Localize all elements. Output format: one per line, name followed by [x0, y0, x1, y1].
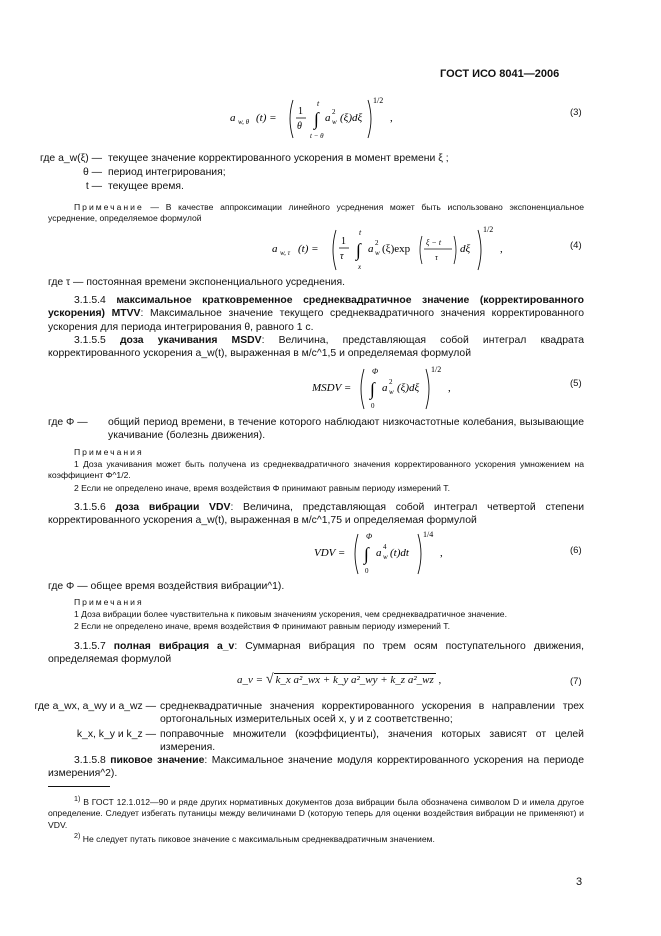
eq6-number: (6) — [570, 545, 582, 556]
footnote-2-mark: 2) — [74, 832, 81, 840]
note-1-text: — В качестве аппроксимации линейного усреднения может быть использовано экспоненциальное усреднение, определяемое формулой — [48, 202, 584, 224]
eq4-lhs: a — [272, 243, 278, 255]
equation-3 — [230, 94, 430, 144]
eq5-right-paren — [426, 369, 429, 409]
eq4-right-paren — [478, 230, 481, 270]
eq4-lower: x — [358, 263, 362, 271]
eq4-exp: 1/2 — [483, 225, 494, 234]
s3158-term: пиковое значение — [110, 755, 205, 766]
eq7-sqrt: √ — [265, 672, 274, 687]
page-number: 3 — [576, 876, 583, 888]
eq4-integral: ∫ — [356, 240, 361, 260]
eq5-lower: 0 — [371, 402, 375, 410]
phi-def2: где Φ — общее время воздействия вибрации^1). — [48, 581, 285, 592]
eq3-left-paren — [290, 100, 293, 138]
notes2-label: Примечания — [74, 447, 144, 457]
eq7-number: (7) — [570, 676, 582, 687]
phi-def1-text: общий период времени, в течение которого наблюдают низкочастотные колебания, вызывающие укачивание (болезнь движения). — [108, 417, 584, 442]
s3154-num: 3.1.5.4 — [74, 295, 106, 306]
eq6-lower: 0 — [365, 567, 369, 575]
notes2-item-1: 1 Доза укачивания может быть получена из среднеквадратичного значения корректированного ускорения умножением на коэффициент Φ^1/2. — [48, 459, 584, 481]
eq3-a-sub: w — [332, 118, 337, 126]
eq3-integral: ∫ — [314, 109, 319, 129]
eq5-integrand: (ξ)dξ — [397, 382, 420, 394]
eq4-upper: t — [359, 228, 362, 237]
standard-header: ГОСТ ИСО 8041—2006 — [440, 68, 560, 80]
notes3-item-1: 1 Доза вибрации более чувствительна к пиковым значениям ускорения, чем среднеквадратичное значение. — [74, 609, 507, 619]
eq4-a-sup: 2 — [375, 239, 379, 247]
eq4-a-sub: w — [375, 249, 380, 257]
eq6-a: a — [376, 547, 382, 559]
section-3158 — [48, 754, 584, 781]
eq4-left-paren — [333, 230, 336, 270]
eq4-frac-top: ξ − t — [426, 238, 442, 247]
s3158-text: : Максимальное значение модуля корректированного ускорения на периоде измерения^2). — [48, 755, 584, 780]
phi-def1-sym: где Φ — — [48, 417, 88, 428]
s3157-num: 3.1.5.7 — [74, 641, 106, 652]
s3155-num: 3.1.5.5 — [74, 335, 106, 346]
def3-text-1: текущее значение корректированного ускорения в момент времени ξ ; — [108, 153, 449, 164]
def7-text-2: поправочные множители (коэффициенты), значения которых зависят от целей измерения. — [160, 729, 584, 754]
eq5-left-paren — [361, 369, 364, 409]
eq6-integrand: (t)dt — [390, 547, 409, 559]
def7-sym-1: где a_wx, a_wy и a_wz — — [34, 701, 156, 712]
eq6-lhs: VDV = — [314, 547, 346, 559]
eq6-a-sub: w — [383, 553, 388, 561]
eq4-one: 1 — [341, 236, 346, 247]
eq4-frac-bot: τ — [435, 253, 438, 262]
eq3-a: a — [325, 112, 331, 124]
def3-sym-3: t — — [85, 181, 102, 192]
eq3-exp: 1/2 — [373, 96, 384, 105]
footnote-1-mark: 1) — [74, 795, 81, 803]
s3154-text: : Максимальное значение текущего среднеквадратичного значения корректированного ускорения для периода интегрирования θ, равного 1 с. — [48, 308, 584, 333]
eq6-a-sup: 4 — [383, 543, 387, 551]
eq3-lower: t − θ — [310, 132, 324, 140]
s3155-term: доза укачивания MSDV — [119, 335, 262, 346]
eq4-lhs-sub: w, τ — [280, 249, 291, 257]
section-3156 — [48, 501, 584, 528]
def3-sym-1: где a_w(ξ) — — [40, 153, 102, 164]
s3155-text: : Величина, представляющая собой интеграл квадрата корректированного ускорения a_w(t), выраженная в м/с^1,5 и определяемая формулой — [48, 335, 584, 360]
eq3-lhs: a — [230, 112, 236, 124]
eq7-tail: , — [438, 674, 442, 686]
equation-5 — [312, 363, 512, 415]
footnote-rule — [48, 786, 110, 787]
eq3-lhs-arg: (t) = — [256, 112, 277, 124]
eq5-integral: ∫ — [370, 379, 375, 399]
eq3-integrand: (ξ)dξ — [340, 112, 363, 124]
footnote-1-text: В ГОСТ 12.1.012—90 и ряде других нормативных документов доза вибрации была обозначена символом D и имела другое определение. Следует избегать путаницы между величинами D (которую теперь для оценки воздействия вибрации не применяют) и VDV. — [48, 796, 584, 830]
eq4-dxi: dξ — [460, 243, 471, 255]
section-3155 — [48, 334, 584, 361]
eq5-a-sup: 2 — [389, 378, 393, 386]
footnote-2 — [74, 831, 584, 845]
s3156-text: : Величина, представляющая собой интеграл четвертой степени корректированного ускорения a_w(t), выраженная в м/с^1,75 и определяемая формулой — [48, 502, 585, 527]
eq6-tail: , — [440, 547, 443, 559]
def3-sym-2: θ — — [82, 167, 102, 178]
eq6-upper: Φ — [366, 532, 373, 541]
eq5-tail: , — [448, 382, 451, 394]
notes3-item-2: 2 Если не определено иначе, время воздействия Φ принимают равным периоду измерений T. — [74, 621, 450, 631]
section-3157 — [48, 640, 584, 667]
eq7-body: k_x a²_wx + k_y a²_wy + k_z a²_wz — [275, 674, 434, 686]
s3154-term: максимальное кратковременное среднеквадратичное значение (корректированного ускорения) MTVV — [48, 295, 584, 320]
eq5-lhs: MSDV = — [312, 382, 352, 394]
s3158-num: 3.1.5.8 — [74, 755, 106, 766]
eq4-inner-right-paren — [454, 236, 456, 264]
note-1-label: Примечание — [74, 202, 144, 212]
footnote-1 — [48, 794, 584, 831]
eq5-a: a — [382, 382, 388, 394]
footnote-2-text: Не следует путать пиковое значение с максимальным среднеквадратичным значением. — [82, 833, 435, 844]
eq3-right-paren — [368, 100, 371, 138]
def7-text-1: среднеквадратичные значения корректированного ускорения в направлении трех ортогональных измерительных осей x, y и z соответственно; — [160, 701, 584, 726]
notes3-label: Примечания — [74, 597, 144, 607]
eq3-lhs-sub: w, θ — [238, 118, 250, 126]
eq5-upper: Φ — [372, 367, 379, 376]
notes2-item-2: 2 Если не определено иначе, время воздействия Φ принимают равным периоду измерений T. — [74, 483, 450, 493]
eq4-number: (4) — [570, 240, 582, 251]
equation-7 — [237, 672, 441, 688]
eq4-inner-left-paren — [420, 236, 422, 264]
eq6-integral: ∫ — [364, 544, 369, 564]
eq5-a-sub: w — [389, 388, 394, 396]
eq6-right-paren — [418, 534, 421, 574]
s3156-term: доза вибрации VDV — [115, 502, 231, 513]
eq4-tail: , — [500, 243, 503, 255]
def7-sym-2: k_x, k_y и k_z — — [76, 729, 156, 740]
eq4-denom: τ — [340, 251, 344, 262]
def3-text-3: текущее время. — [108, 181, 184, 192]
eq4-a: a — [368, 243, 374, 255]
eq6-exp: 1/4 — [423, 530, 434, 539]
equation-6 — [314, 528, 514, 580]
eq3-a-sup: 2 — [332, 108, 336, 116]
eq3-denom: θ — [297, 121, 302, 132]
s3156-num: 3.1.5.6 — [74, 502, 106, 513]
eq3-one: 1 — [298, 106, 303, 117]
eq3-upper: t — [317, 99, 320, 108]
note-1 — [48, 202, 584, 225]
eq6-left-paren — [355, 534, 358, 574]
tau-definition: где τ — постоянная времени экспоненциального усреднения. — [48, 277, 345, 288]
s3157-text: : Суммарная вибрация по трем осям поступательного движения, определяемая формулой — [48, 641, 584, 666]
eq3-number: (3) — [570, 107, 582, 118]
eq5-exp: 1/2 — [431, 365, 442, 374]
equation-4 — [272, 224, 572, 276]
section-3154 — [48, 294, 584, 334]
s3157-term: полная вибрация a_v — [113, 641, 235, 652]
eq3-tail: , — [390, 112, 393, 124]
eq4-mid: (ξ)exp — [382, 243, 411, 255]
def3-text-2: период интегрирования; — [108, 167, 226, 178]
eq7-lhs: a_v = — [237, 674, 264, 686]
eq5-number: (5) — [570, 378, 582, 389]
eq4-lhs-arg: (t) = — [298, 243, 319, 255]
